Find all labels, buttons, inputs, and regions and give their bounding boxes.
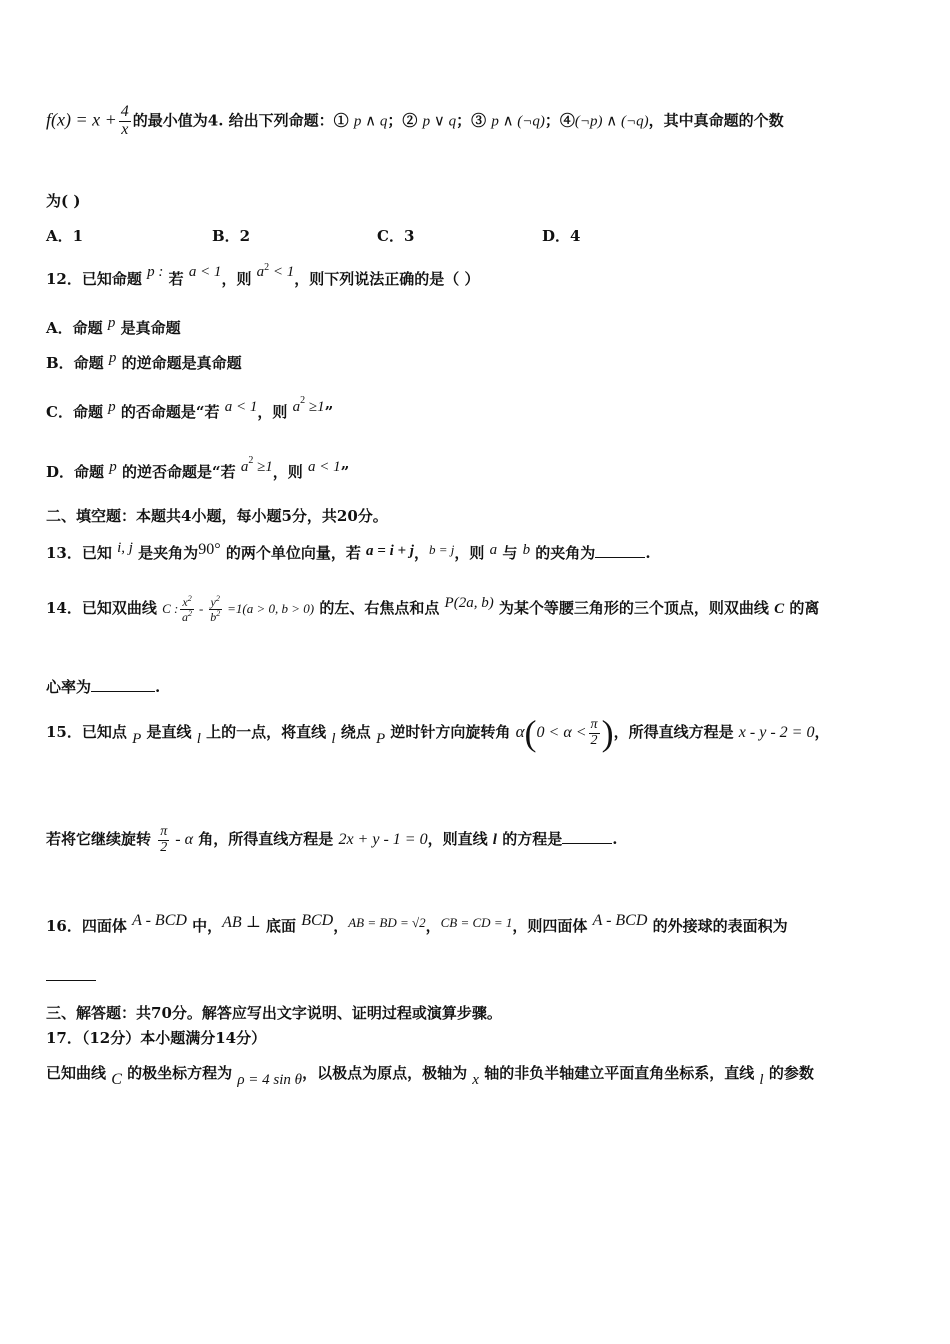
q12-stem: 12．已知命题 p : 若 a < 1，则 $a^2 < 1$，则下列说法正确的是（ ） (46, 262, 480, 288)
q11-fraction: $\frac{4}{x}$ (120, 103, 129, 138)
q12-option-a: A．命题 p 是真命题 (46, 315, 181, 337)
q11-line1: f(x) = x + $\frac{4}{x}$ 的最小值为4. 给出下列命题：① p ∧ q；② p ∨ q；③ p ∧ (¬q)；④(¬p) ∧ (¬q)，其中真命题的个数 (46, 103, 784, 138)
q17-line: 已知曲线 C 的极坐标方程为 ρ = 4 sin θ，以极点为原点，极轴为 x 轴的非负半轴建立平面直角坐标系，直线 l 的参数 (46, 1064, 814, 1088)
q12-option-c: C．命题 p 的否命题是“若 a < 1，则 $a^2 \ge 1$” (46, 395, 334, 421)
q15-line1: 15．已知点 P 是直线 l 上的一点，将直线 l 绕点 P 逆时针方向旋转角 α(0 < α < $\frac{\pi}{2}$ )，所得直线方程是 x - y - 2 = 0， (46, 713, 830, 753)
q11-option-d: D．4 (542, 227, 581, 245)
q11-prop1: p ∧ q (353, 113, 388, 130)
q11-prop4: (¬p) ∧ (¬q) (574, 113, 649, 130)
q15-line2: 若将它继续旋转 $\frac{\pi}{2}$ - α 角，所得直线方程是 2x + y - 1 = 0，则直线 l 的方程是 . (46, 824, 618, 855)
q11-option-b: B．2 (212, 227, 251, 245)
q14-line1: 14．已知双曲线 C : $\frac{x^2}{a^2}$ - $\frac{y^2}{b^2}$ =1(a > 0, b > 0) 的左、右焦点和点 P(2a, b) 为某个等腰三角形的三个顶点，则双曲线 C 的离 (46, 594, 820, 624)
q14-line2: 心率为 . (46, 678, 161, 696)
q17-heading: 17．（12分）本小题满分14分） (46, 1029, 267, 1047)
q11-text: 的最小值为4. 给出下列命题：① (132, 111, 354, 130)
section2-heading: 二、填空题：本题共4小题，每小题5分，共20分。 (46, 507, 388, 525)
q13-answer-blank[interactable] (595, 543, 645, 558)
q11-prop2: p ∨ q (422, 113, 457, 130)
q11-option-c: C．3 (377, 227, 415, 245)
q16-answer-blank[interactable] (46, 966, 96, 981)
q14-answer-blank[interactable] (91, 677, 155, 692)
q12-option-d: D．命题 p 的逆否命题是“若 $a^2 \ge 1$，则 a < 1” (46, 455, 350, 481)
q11-prop3: p ∧ (¬q) (491, 113, 545, 130)
q13-line: 13．已知 i, j 是夹角为90° 的两个单位向量，若 a = i + j，b = j，则 a 与 b 的夹角为 . (46, 540, 651, 562)
q15-answer-blank[interactable] (562, 829, 612, 844)
q12-option-b: B．命题 p 的逆命题是真命题 (46, 350, 242, 372)
section3-heading: 三、解答题：共70分。解答应写出文字说明、证明过程或演算步骤。 (46, 1004, 502, 1022)
q11-line2: 为( ) (46, 192, 81, 210)
q11-option-a: A．1 (46, 227, 84, 245)
q11-function: f(x) = x + (46, 109, 117, 130)
q16-line: 16．四面体 A - BCD 中，AB ⊥ 底面 BCD，AB = BD = √2，CB = CD = 1，则四面体 A - BCD 的外接球的表面积为 (46, 912, 788, 935)
